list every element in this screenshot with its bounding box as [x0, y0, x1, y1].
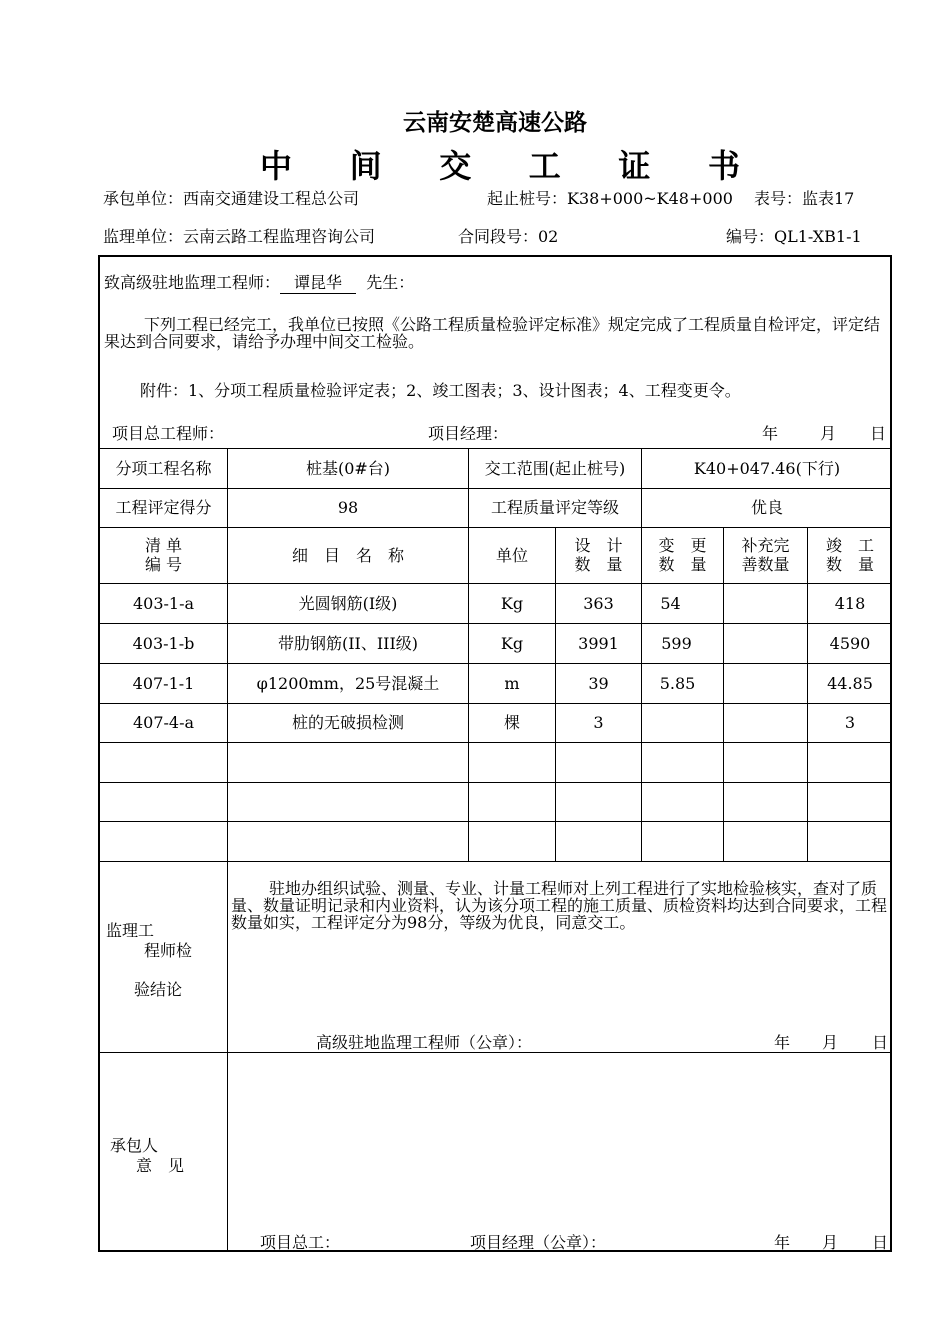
chief-engineer-label: 项目总工程师： [112, 424, 225, 443]
contract-section: 合同段号：02 [458, 227, 559, 246]
item-name-label: 分项工程名称 [115, 458, 212, 478]
cell-unit: m [504, 673, 520, 693]
certificate-title [260, 141, 740, 187]
item-name-value: 桩基(0#台) [305, 458, 391, 478]
supervision-label-line2: 程师检 [144, 941, 193, 960]
contractor-label-line1: 承包人 [110, 1136, 159, 1155]
cell-unit: Kg [500, 593, 524, 613]
cell-supplement-qty [724, 583, 807, 623]
supervision-label-line3: 验结论 [134, 980, 183, 999]
title-char-5: 证 [618, 147, 651, 185]
cell-description: 桩的无破损检测 [291, 713, 404, 732]
cell-unit: 棵 [503, 713, 520, 732]
cell-design-qty: 3991 [578, 633, 619, 653]
title-char-2: 间 [349, 147, 382, 185]
contractor-date-month: 月 [822, 1233, 839, 1252]
serial-number: 编号：QL1-XB1-1 [726, 227, 862, 246]
cell-item-no [100, 821, 227, 861]
score-label: 工程评定得分 [115, 498, 212, 517]
score-value: 98 [337, 498, 359, 517]
cell-item-no: 407-1-1 [132, 673, 195, 693]
project-title: 云南安楚高速公路 [403, 110, 587, 136]
quality-grade-value: 优良 [750, 498, 783, 517]
handover-range-label: 交工范围(起止桩号) [484, 458, 626, 478]
cell-completed-qty: 4590 [829, 633, 871, 653]
cell-supplement-qty [724, 663, 807, 703]
cell-change-qty: 54 [660, 593, 681, 613]
cell-description: φ1200mm，25号混凝土 [256, 673, 440, 693]
title-char-1: 中 [260, 147, 293, 185]
cell-item-no [100, 742, 227, 782]
cell-change-qty: 599 [661, 633, 692, 653]
col-header-unit: 单位 [495, 545, 528, 565]
handover-range-value: K40+047.46(下行) [693, 458, 841, 478]
cell-change-qty: 5.85 [659, 673, 696, 693]
title-char-4: 工 [528, 147, 561, 185]
engineer-name: 谭昆华 [280, 270, 356, 294]
supervision-date-year: 年 [774, 1033, 791, 1052]
col-header-design-qty: 设 计 数 量 [574, 536, 623, 574]
letter-body: 下列工程已经完工，我单位已按照《公路工程质量检验评定标准》规定完成了工程质量自检评定，评定结果达到合同要求，请给予办理中间交工检验。 [104, 315, 881, 351]
form-number: 表号：监表17 [754, 189, 855, 208]
cell-completed-qty: 418 [834, 593, 866, 613]
cell-supplement-qty [724, 703, 807, 742]
cell-description: 光圆钢筋(I级) [298, 593, 398, 613]
cell-design-qty: 39 [588, 673, 609, 693]
supervision-date-day: 日 [872, 1033, 889, 1052]
attachments-list: 附件：1、分项工程质量检验评定表；2、竣工图表；3、设计图表；4、工程变更令。 [140, 381, 741, 400]
salutation-suffix: 先生： [366, 273, 415, 292]
cell-description [228, 782, 468, 821]
salutation-prefix: 致高级驻地监理工程师： [104, 273, 281, 292]
cell-design-qty: 363 [583, 593, 614, 613]
col-header-item-no: 清 单 编 号 [144, 536, 183, 574]
cell-item-no: 407-4-a [132, 713, 195, 732]
supervision-date-month: 月 [822, 1033, 839, 1052]
supervision-signature-label: 高级驻地监理工程师（公章）： [316, 1033, 533, 1052]
date-day: 日 [870, 424, 887, 443]
cell-item-no: 403-1-a [132, 593, 195, 613]
cell-description: 带肋钢筋(II、III级) [277, 633, 419, 653]
certificate-form [98, 255, 892, 1252]
stake-range: 起止桩号：K38+000~K48+000 [487, 189, 733, 208]
supervision-conclusion: 驻地办组织试验、测量、专业、计量工程师对上列工程进行了实地检验核实，查对了质量、数量证明记录和内业资料，认为该分项工程的施工质量、质检资料均达到合同要求，工程数量如实，工程评定分为98分，等级为优良，同意交工。 [231, 879, 888, 932]
quality-grade-label: 工程质量评定等级 [490, 498, 619, 517]
cell-completed-qty: 3 [844, 713, 856, 732]
title-char-3: 交 [439, 147, 472, 185]
supervision-unit: 监理单位：云南云路工程监理咨询公司 [103, 227, 376, 246]
cell-description [228, 742, 468, 782]
supervision-label-line1: 监理工 [106, 921, 155, 940]
date-month: 月 [820, 424, 837, 443]
col-header-supplement-qty: 补充完 善数量 [741, 536, 790, 574]
letter-salutation [104, 270, 414, 294]
contractor-label-line2: 意 见 [136, 1156, 185, 1175]
contractor-date-year: 年 [774, 1233, 791, 1252]
title-char-6: 书 [707, 147, 740, 185]
date-year: 年 [762, 424, 779, 443]
cell-description [228, 821, 468, 861]
cell-supplement-qty [724, 623, 807, 663]
rule [227, 861, 228, 1252]
col-header-description: 细 目 名 称 [291, 545, 404, 565]
cell-item-no [100, 782, 227, 821]
cell-unit: Kg [500, 633, 524, 653]
project-manager-label: 项目经理： [428, 424, 509, 443]
contractor-date-day: 日 [872, 1233, 889, 1252]
rule [100, 861, 892, 862]
cell-item-no: 403-1-b [132, 633, 195, 653]
cell-design-qty: 3 [593, 713, 604, 732]
contractor-unit: 承包单位：西南交通建设工程总公司 [103, 189, 360, 208]
cell-completed-qty: 44.85 [827, 673, 873, 693]
col-header-change-qty: 变 更 数 量 [658, 536, 707, 574]
col-header-completed-qty: 竣 工 数 量 [825, 536, 874, 574]
contractor-chief-label: 项目总工： [260, 1233, 341, 1252]
cell-change-qty [642, 703, 723, 742]
contractor-manager-label: 项目经理（公章）： [470, 1233, 607, 1252]
